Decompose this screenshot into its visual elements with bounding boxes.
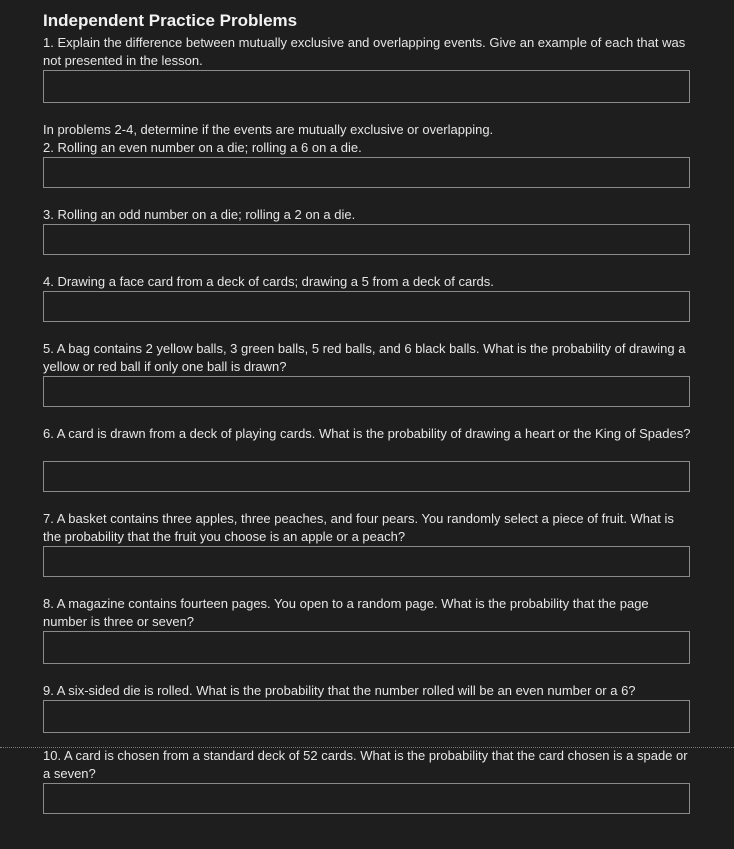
question-2-text: 2. Rolling an even number on a die; rolling a 6 on a die.	[43, 140, 362, 155]
answer-6-input[interactable]	[43, 461, 690, 492]
question-5-text: 5. A bag contains 2 yellow balls, 3 green balls, 5 red balls, and 6 black balls. What is the probability of drawing a yellow or red ball if only one ball is drawn?	[43, 341, 686, 374]
answer-4-input[interactable]	[43, 291, 690, 322]
page-title: Independent Practice Problems	[43, 11, 298, 30]
question-9-text: 9. A six-sided die is rolled. What is the probability that the number rolled will be an even number or a 6?	[43, 683, 636, 698]
answer-1-input[interactable]	[43, 70, 690, 103]
answer-3-input[interactable]	[43, 224, 690, 255]
answer-2-input[interactable]	[43, 157, 690, 188]
answer-7-input[interactable]	[43, 546, 690, 577]
question-8-text: 8. A magazine contains fourteen pages. You open to a random page. What is the probability that the page number is three or seven?	[43, 596, 649, 629]
question-7-text: 7. A basket contains three apples, three peaches, and four pears. You randomly select a piece of fruit. What is the probability that the fruit you choose is an apple or a peach?	[43, 511, 674, 544]
answer-9-input[interactable]	[43, 700, 690, 733]
answer-10-input[interactable]	[43, 783, 690, 814]
question-4-text: 4. Drawing a face card from a deck of cards; drawing a 5 from a deck of cards.	[43, 274, 494, 289]
instructions-text: In problems 2-4, determine if the events are mutually exclusive or overlapping.	[43, 122, 494, 137]
question-6-text: 6. A card is drawn from a deck of playing cards. What is the probability of drawing a heart or the King of Spades?	[43, 426, 691, 441]
question-3-text: 3. Rolling an odd number on a die; rolling a 2 on a die.	[43, 207, 356, 222]
question-10-text: 10. A card is chosen from a standard deck of 52 cards. What is the probability that the card chosen is a spade or a seven?	[43, 748, 688, 781]
question-1-text: 1. Explain the difference between mutually exclusive and overlapping events. Give an example of each that was not presented in the lesson.	[43, 35, 686, 68]
answer-5-input[interactable]	[43, 376, 690, 407]
answer-8-input[interactable]	[43, 631, 690, 664]
